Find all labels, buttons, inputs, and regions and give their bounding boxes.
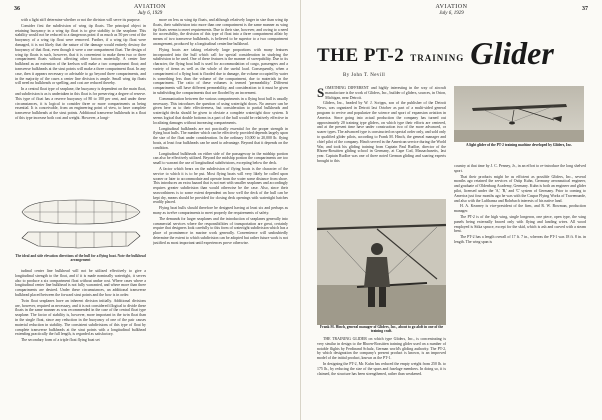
lead-text: OMETHING DIFFERENT and highly interesting in the way of aircraft manufacture is the work of Gliders, Inc., builder of gliders, sources, in Orion, Michigan, near Detroit. bbox=[325, 86, 446, 100]
article-headline bbox=[317, 32, 597, 71]
pilot-photo-caption: Frank M. Hinch, general manager of Gliders, Inc., about to go aloft in one of the training craft. bbox=[319, 325, 444, 334]
right-running-head bbox=[301, 4, 602, 16]
paragraph: Flying boats are taking relatively large proportions with many features incorporated into the hull which call for special consideration in studying the subdivision to be used. One of these features is the manner of sweepability. Due to its character, the flying boat hull is used for accommodation of cargo, passengers and a variety of items as well as the whole of the useful load. Consequently, when a compartment of a flying boat is flooded due to damage, the volume occupied by water is something less than the volume of the compartment, due to materials in the compartment. The ratio of these volumes is termed 'permeability.' Different compartments will have different permeability, and consideration to it must be given in subdividing the compartments that are flooded by an increment. bbox=[153, 47, 288, 95]
paragraph: The demands for larger seaplanes and the introduction of seaplanes generally into commercial services where the responsibilities of transportation are great, certainly require that designers look carefully to this form of watertight subdivision which has a place of prominence in marine work generally. Convenience will undoubtedly determine the extent to which subdivision can be adopted but rather future work is not justified as most important until experiences prove otherwise. bbox=[153, 216, 288, 245]
left-folio: 36 bbox=[14, 6, 20, 12]
paragraph: Gliders, Inc., headed by W. J. Scripps, son of the publisher of the Detroit News, was organized in Detroit last October as part of a multi-sided general program to revive and popularize the science and sport of expansion aviation in America. Since going into actual production the company has turned out approximately 20 training type gliders, on which type their efforts are centered, and at the present time have under construction two of the more advanced, or soarer types. The advanced type is constructed on special order only, and sold only to qualified glider pilots, according to Frank M. Hinch, the general manager and chief pilot of the company. Hinch served in the American service during the World War, and took his gliding training from Captain Paul Rudloe, director of the Rhoen-Rossitten gliding school in Germany, at Cape Cod, Massachusetts, last year. Captain Rudloe was one of three noted German gliding and soaring experts brought to this bbox=[317, 101, 446, 163]
left-column-1 bbox=[15, 18, 146, 191]
paragraph: A factor which bears on the subdivision of flying boats is the character of the service to which it is to be put. Most flying boats will very likely be called upon sooner or later to accommodate and operate from the water some distance from shore. This introduces an extra hazard that is not met with smaller seaplanes and accordingly requires greater subdivision than would otherwise be the case. Also, since their seaworthiness is to some extent dependent on how well the deck of the hull can be kept dry, means should be provided for closing deck openings with watertight hatches readily placed. bbox=[153, 166, 288, 205]
headline-main: THE PT-2 bbox=[317, 45, 405, 66]
paragraph: That their products might be as efficient as possible Gliders, Inc., several months ago retained the services of Ostip Kuhn, Germany aeronautical engineer, and graduate of Oldenburg Academy, Germany. Kuhn is both an engineer and glider pilot, licensed under the 'A,' 'B,' and 'C' system of Germany. Prior to coming to America just four months ago he was with the Caspar Flying Works of Travemunde, and also with the Lufthansa and Rohrbach interests of his native land. bbox=[454, 174, 586, 203]
paragraph: tudinal center line bulkhead will not be utilized effectively to give a longitudinal strength to the float, and if it is made nominally watertight, it serves also to produce a six compartment float without undue cost. Where cases where a longitudinal center line bulkhead is not fully warranted, and where more than three compartments are desired. Under these circumstances, an additional transverse bulkhead placed between the forward strut points and the bow is in order. bbox=[15, 269, 146, 297]
lead-paragraph bbox=[317, 86, 446, 100]
right-folio: 37 bbox=[582, 6, 588, 12]
left-running-head-date: July 6, 1929 bbox=[137, 11, 163, 16]
paragraph: The PT-2 has a length overall of 17 ft. 7 in., whereas the PT-1 was 18 ft. 8 in. in length. The wing span is bbox=[454, 235, 586, 244]
glider-photo bbox=[454, 86, 584, 142]
glider-photo-caption: A light glider of the PT-2 training machine developed by Gliders, Inc. bbox=[466, 143, 572, 147]
left-running-head-title: AVIATION bbox=[134, 4, 166, 10]
right-running-head-date: July 6, 1929 bbox=[439, 11, 464, 16]
paragraph: Twin float seaplanes have an inherent division initially. Additional divisions are, however, required as necessary, and it is not considered illogical to divide these floats in the same manner as was recommended in the case of the central float type seaplane. The factor of stability is, however, more important in the twin float than in the single float, since any reduction in the buoyancy of one of the pair causes material reduction in stability. The consistent subdivisions of this type of float by complete transverse bulkheads at the strut points with a longitudinal bulkhead extending practically the full length, is regarded as satisfactory. bbox=[15, 298, 146, 337]
right-column-1-lower bbox=[317, 337, 446, 412]
pilot-photo bbox=[317, 199, 446, 325]
drop-cap: S bbox=[317, 86, 325, 100]
paragraph: more on less as wing tip floats, and although relatively larger in size than wing tip floats, their subdivision into more than one compartment is the same manner as wing tip floats seems to meet requirements. Due to their size, however, and owing to a need for accessibility, the division of this type of float into a three compartment affair by means of two transverse bulkheads, is believed to be superior to a two compartment arrangement, produced by a longitudinal centerline bulkhead. bbox=[153, 18, 288, 46]
hull-elevation-drawing bbox=[18, 196, 144, 254]
figure-caption: The ideal and side elevation directions of the hull for a flying boat. Note the bulkhead arrangement bbox=[15, 254, 146, 263]
left-column-1-lower bbox=[15, 269, 146, 412]
paragraph: with a light stiff determine whether or not the division will serve its purpose. bbox=[21, 18, 141, 22]
paragraph: In a central float type of seaplane, the buoyancy is dependent on the main float, and subdivision is as is undertaken in this float is for preserving a degree of reserve. This type of float has a reserve buoyancy of 80 to 100 per cent, and under these circumstances, it is logical to consider three or more compartments as being essential. It is conceivable, from an engineering point of view, to have complete transverse bulkheads at the strut points. Additional transverse bulkheads in a float of this type increase both cost and weight. However, a longi- bbox=[15, 87, 146, 120]
paragraph: Communication between the various compartments in a flying boat hull is usually necessary. This introduces the question of using watertight doors. No answer can be given here as to their effectiveness, but consideration to partial bulkheads and watertight decks should be given to obviate a complete watertight door system. It seems logical that double bottoms in a part of the hull would be relatively effective in localizing damages without increasing compartments. bbox=[153, 96, 288, 125]
right-column-2 bbox=[454, 164, 586, 412]
byline: By John T. Nevill bbox=[343, 73, 386, 78]
paragraph: In designing the PT-2, Mr. Kuhn has reduced the empty weight from 250 lb. to 175 lb., by reducing the size of the spars and fuselage members. In doing so, it is claimed, the structure has been strengthened, rather than weakened. bbox=[317, 361, 446, 376]
right-running-head-title: AVIATION bbox=[435, 4, 468, 10]
paragraph: THE TRAINING GLIDER on which type Gliders, Inc., is concentrating is very similar in design to the Rhoen-Rossitten training glider used on a number of notable flights by Ferdinand Schulz, German world's gliding authority. The PT-2, by which designation the company's present product is known, is an improved model of the initial product, known as the PT-1. bbox=[317, 337, 446, 361]
paragraph: The secondary form of a triple float flying boat set bbox=[21, 338, 100, 343]
paragraph: H. A. Kearney is vice-president of the firm, and R. W. Bowman, production manager. bbox=[454, 204, 586, 214]
headline-small: TRAINING bbox=[410, 53, 465, 63]
paragraph: The PT-2 is of the high wing, single longeron, one piece, open type, the wing panels being externally braced only with flying and landing wires. All wood employed is Sitka spruce, except for the skid, which is ash and curved with a steam bent. bbox=[454, 214, 586, 234]
paragraph: country at that time by J. C. Penney, Jr., in an effort to re-introduce the long shelved sport. bbox=[454, 164, 586, 173]
headline-script: Glider bbox=[470, 35, 554, 71]
right-column-1 bbox=[317, 86, 446, 196]
paragraph: Longitudinal bulkheads are not practically essential for the proper strength in flying boat hulls. The number which can be effectively provided depends largely upon the size of the float under consideration. In the ordinary 10,000 to 20,000 lb. flying boats, at least four bulkheads can be used to advantage. Beyond that it depends on the condition. bbox=[153, 126, 288, 150]
left-column-2 bbox=[153, 18, 288, 412]
right-page bbox=[301, 0, 602, 420]
left-running-head bbox=[0, 4, 300, 16]
paragraph: Flying boat hulls should therefore be designed having at least six and perhaps as many as twelve compartments to meet properly the requirements of safety. bbox=[153, 206, 288, 216]
paragraph: Consider first the subdivision of wing tip floats. The principal object in retaining buoyancy in a wing tip float is to give stability to the seaplane. This stability would not be reduced to a dangerous point if as much as 50 per cent of the buoyancy of a wing tip float were removed. Further, if a wing tip float were damaged, it is not likely that the nature of the damage would entirely destroy the buoyancy of that float, even though it were a one compartment float. The design of wing tip floats is such, however, that it is convenient to make them two or three compartment floats without affecting other factors materially. A center line bulkhead as an extension of the keelson will make a two compartment float; and transverse bulkheads at the strut points will make a three compartment float. In any case, then it appears necessary or advisable to go beyond three compartments, and in the majority of the cases a center line division is ample. Small wing tip floats will need no bulkheads or spelling, and cost are reduced thereby. bbox=[15, 23, 146, 86]
paragraph: Longitudinal bulkheads on either side of the passageway in the midship portion can also be effectively utilized. Beyond the midship portion the compartments are too small to warrant the use of longitudinal subdivisions, excepting below the deck. bbox=[153, 151, 288, 166]
